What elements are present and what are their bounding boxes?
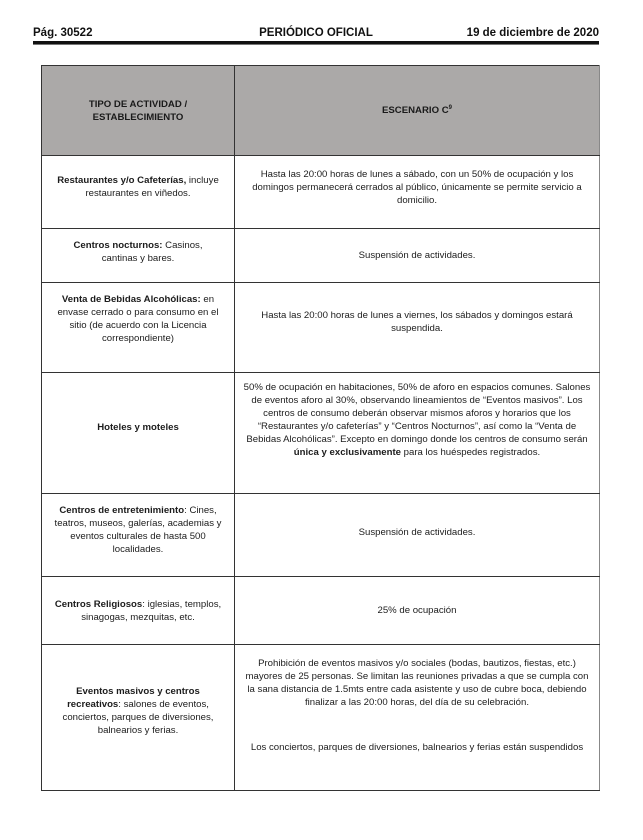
activity-cell: Hoteles y moteles bbox=[42, 373, 235, 494]
table-row bbox=[42, 283, 600, 373]
scenario-cell: Hasta las 20:00 horas de lunes a sábado, con un 50% de ocupación y los domingos permanecerá cerrados al público, únicamente se permite servicio a domicilio. bbox=[235, 156, 600, 229]
scenario-cell: Suspensión de actividades. bbox=[235, 229, 600, 283]
publication-title: PERIÓDICO OFICIAL bbox=[259, 27, 373, 39]
page-number: Pág. 30522 bbox=[33, 27, 93, 39]
scenario-cell: Prohibición de eventos masivos y/o sociales (bodas, bautizos, fiestas, etc.) mayores de 25 personas. Se limitan las reuniones privadas a que se cumpla con la sana distancia de 1.5mts entre cada asistente y uso de cubre boca, debiendo finalizar a las 20:00 horas, del día de su celebración. Los conciertos, parques de diversiones, balnearios y ferias están suspendidos bbox=[235, 645, 600, 791]
scenario-cell: 25% de ocupación bbox=[235, 577, 600, 645]
header-divider-shadow bbox=[33, 44, 599, 45]
scenario-cell: Hasta las 20:00 horas de lunes a viernes, los sábados y domingos estará suspendida. bbox=[235, 283, 600, 373]
activity-cell: Centros nocturnos: Casinos, cantinas y bares. bbox=[42, 229, 235, 283]
scenario-cell: 50% de ocupación en habitaciones, 50% de aforo en espacios comunes. Salones de eventos aforo al 30%, observando lineamientos de “Eventos masivos”. Los centros de consumo deberán observar mismos aforos y horarios que los “Restaurantes y/o cafeterías” y “Centros Nocturnos”, así como la “Venta de Bebidas Alcohólicas”. Excepto en domingo donde los centros de consumo serán única y exclusivamente para los huéspedes registrados. bbox=[235, 373, 600, 494]
table-row bbox=[42, 577, 600, 645]
spacer bbox=[241, 709, 593, 741]
table-row bbox=[42, 645, 600, 791]
table-row bbox=[42, 229, 600, 283]
table-row bbox=[42, 494, 600, 577]
activity-scenario-table bbox=[41, 65, 600, 791]
activity-cell: Restaurantes y/o Cafeterías, incluye restaurantes en viñedos. bbox=[42, 156, 235, 229]
footnote-marker: 9 bbox=[448, 105, 452, 111]
activity-cell: Eventos masivos y centros recreativos: salones de eventos, conciertos, parques de diversiones, balnearios y ferias. bbox=[42, 645, 235, 791]
table-row bbox=[42, 373, 600, 494]
table-row bbox=[42, 156, 600, 229]
table-header-row bbox=[42, 66, 600, 156]
column-header-scenario: ESCENARIO $C^9$ bbox=[235, 66, 600, 156]
activity-cell: Centros Religiosos: iglesias, templos, sinagogas, mezquitas, etc. bbox=[42, 577, 235, 645]
activity-cell: Centros de entretenimiento: Cines, teatros, museos, galerías, academias y eventos culturales de hasta 500 localidades. bbox=[42, 494, 235, 577]
column-header-activity: TIPO DE ACTIVIDAD / ESTABLECIMIENTO bbox=[42, 66, 235, 156]
publication-date: 19 de diciembre de 2020 bbox=[466, 27, 599, 39]
scenario-cell: Suspensión de actividades. bbox=[235, 494, 600, 577]
activity-cell: Venta de Bebidas Alcohólicas: en envase cerrado o para consumo en el sitio (de acuerdo con la Licencia correspondiente) bbox=[42, 283, 235, 373]
